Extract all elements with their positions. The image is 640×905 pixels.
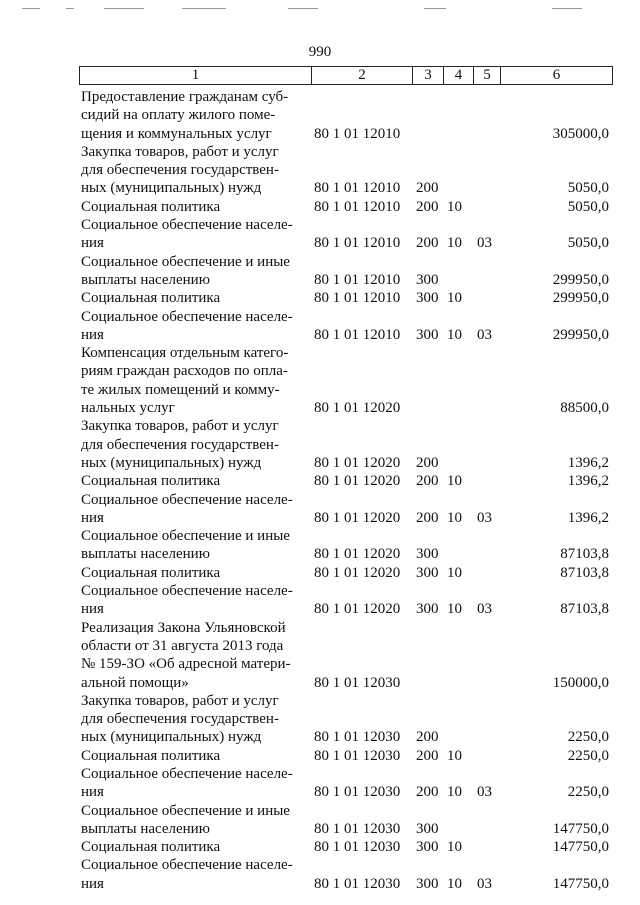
table-row [0,765,640,802]
row-col4: 10 [447,747,462,764]
row-code: 80 1 01 12020 [314,509,401,526]
row-code: 80 1 01 12030 [314,784,401,801]
row-description: Социальное обеспечение населе- ния [81,217,293,252]
row-description: Социальное обеспечение населе- ния [81,583,293,618]
table-row [0,308,640,345]
row-col3: 300 [416,875,439,892]
row-col3: 200 [416,235,439,252]
table-row [0,747,640,765]
scan-artifact [22,8,40,9]
table-row [0,253,640,290]
row-description: Социальная политика [81,747,221,764]
row-code: 80 1 01 12030 [314,820,401,837]
column-header: 4 [454,67,463,83]
row-amount: 147750,0 [552,839,609,856]
scan-artifact [66,8,74,9]
row-col4: 10 [447,564,462,581]
table-row [0,198,640,216]
row-code: 80 1 01 12010 [314,326,401,343]
row-col3: 300 [416,564,439,581]
row-col3: 300 [416,601,439,618]
scan-artifact [552,8,582,9]
row-description: Социальное обеспечение и иные выплаты населению [81,253,290,288]
row-description: Социальное обеспечение и иные выплаты населению [81,802,290,837]
row-col5: 03 [477,784,492,801]
row-col5: 03 [477,509,492,526]
row-col4: 10 [447,198,462,215]
row-amount: 2250,0 [567,747,609,764]
table-row [0,491,640,528]
table-row [0,143,640,198]
row-description: Закупка товаров, работ и услуг для обеспечения государствен- ных (муниципальных) нужд [81,692,279,746]
table-row [0,582,640,619]
row-col4: 10 [447,473,462,490]
table-row [0,856,640,893]
row-code: 80 1 01 12010 [314,198,401,215]
row-col3: 300 [416,271,439,288]
column-header: 5 [483,67,491,83]
row-amount: 88500,0 [560,400,609,417]
row-col3: 300 [416,290,439,307]
row-col3: 300 [416,839,439,856]
row-code: 80 1 01 12010 [314,271,401,288]
column-header: 3 [424,67,432,83]
row-code: 80 1 01 12020 [314,564,401,581]
row-col3: 200 [416,454,439,471]
row-col4: 10 [447,601,462,618]
row-amount: 5050,0 [567,235,609,252]
row-code: 80 1 01 12010 [314,180,401,197]
row-col3: 300 [416,326,439,343]
row-code: 80 1 01 12020 [314,601,401,618]
row-description: Реализация Закона Ульяновской области от 31 августа 2013 года № 159-ЗО «Об адресной матери- альной помощи» [81,619,291,691]
row-description: Компенсация отдельным катего- риям граждан расходов по опла- те жилых помещений и комму- нальных услуг [81,345,289,417]
row-col5: 03 [477,235,492,252]
row-col4: 10 [447,784,462,801]
row-col5: 03 [477,875,492,892]
table-row [0,619,640,692]
row-description: Закупка товаров, работ и услуг для обеспечения государствен- ных (муниципальных) нужд [81,143,279,197]
table-row [0,88,640,143]
row-amount: 87103,8 [560,601,609,618]
row-amount: 147750,0 [552,820,609,837]
row-amount: 299950,0 [552,271,609,288]
table-row [0,802,640,839]
row-description: Социальная политика [81,839,221,856]
row-code: 80 1 01 12020 [314,546,401,563]
row-col4: 10 [447,875,462,892]
row-description: Социальное обеспечение населе- ния [81,491,293,526]
table-row [0,344,640,417]
table-row [0,692,640,747]
row-description: Социальное обеспечение населе- ния [81,308,293,343]
scan-artifact [288,8,318,9]
row-code: 80 1 01 12010 [314,290,401,307]
row-amount: 147750,0 [552,875,609,892]
row-amount: 5050,0 [567,198,609,215]
row-description: Социальное обеспечение населе- ния [81,857,293,892]
row-amount: 150000,0 [552,674,609,691]
row-col4: 10 [447,290,462,307]
row-code: 80 1 01 12020 [314,454,401,471]
row-description: Социальная политика [81,564,221,581]
row-col5: 03 [477,326,492,343]
row-amount: 2250,0 [567,729,609,746]
row-code: 80 1 01 12010 [314,235,401,252]
row-description: Социальная политика [81,473,221,490]
row-col4: 10 [447,235,462,252]
table-row [0,564,640,582]
row-amount: 1396,2 [567,473,609,490]
page-number: 990 [308,44,332,60]
scan-artifact [104,8,144,9]
table-header [79,66,613,85]
row-description: Предоставление гражданам суб- сидий на оплату жилого поме- щения и коммунальных услуг [81,89,289,142]
row-code: 80 1 01 12020 [314,400,401,417]
table-row [0,289,640,307]
row-col3: 200 [416,509,439,526]
scan-artifact [424,8,446,9]
row-description: Социальная политика [81,198,221,215]
row-col3: 200 [416,729,439,746]
row-col3: 200 [416,198,439,215]
row-amount: 299950,0 [552,290,609,307]
row-code: 80 1 01 12010 [314,125,401,142]
column-header: 6 [552,67,561,83]
row-col4: 10 [447,326,462,343]
table-row [0,527,640,564]
row-code: 80 1 01 12030 [314,839,401,856]
row-amount: 87103,8 [560,546,609,563]
table-row [0,216,640,253]
table-row [0,417,640,472]
row-col3: 200 [416,180,439,197]
row-col3: 300 [416,546,439,563]
row-amount: 305000,0 [552,125,609,142]
row-amount: 1396,2 [567,509,609,526]
table-body [0,88,640,893]
table-row [0,472,640,490]
scan-artifact [182,8,226,9]
row-col5: 03 [477,601,492,618]
row-code: 80 1 01 12030 [314,747,401,764]
row-amount: 2250,0 [567,784,609,801]
row-col3: 200 [416,784,439,801]
row-col3: 200 [416,473,439,490]
row-col3: 200 [416,747,439,764]
column-header: 1 [191,67,200,83]
row-col4: 10 [447,839,462,856]
row-amount: 5050,0 [567,180,609,197]
row-amount: 87103,8 [560,564,609,581]
table-row [0,838,640,856]
row-code: 80 1 01 12030 [314,729,401,746]
column-header: 2 [358,67,366,83]
row-description: Социальная политика [81,290,221,307]
row-description: Закупка товаров, работ и услуг для обеспечения государствен- ных (муниципальных) нужд [81,418,279,471]
row-amount: 299950,0 [552,326,609,343]
row-amount: 1396,2 [567,454,609,471]
row-col4: 10 [447,509,462,526]
row-description: Социальное обеспечение и иные выплаты населению [81,528,290,563]
row-code: 80 1 01 12030 [314,875,401,892]
row-code: 80 1 01 12030 [314,674,401,691]
row-code: 80 1 01 12020 [314,473,401,490]
row-description: Социальное обеспечение населе- ния [81,765,293,801]
row-col3: 300 [416,820,439,837]
